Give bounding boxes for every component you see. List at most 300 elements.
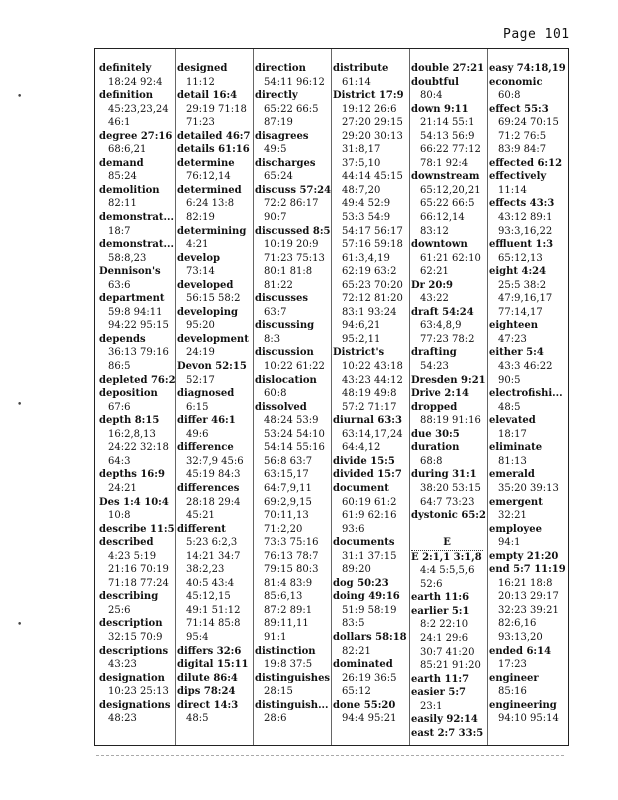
index-term: definition bbox=[99, 90, 154, 102]
index-page-ref: 44:14 45:15 bbox=[342, 171, 403, 183]
index-term: electrofishi... bbox=[489, 388, 563, 400]
index-term: detailed 46:7 bbox=[177, 130, 251, 142]
index-page-ref: 95:20 bbox=[186, 320, 215, 332]
index-page-ref: 24:21 bbox=[108, 482, 137, 494]
index-page-ref: 81:4 83:9 bbox=[264, 577, 313, 589]
index-term: descriptions bbox=[99, 645, 169, 657]
index-term: distinguish... bbox=[255, 699, 329, 711]
index-term: direction bbox=[255, 63, 306, 74]
index-page-ref: 71:23 bbox=[186, 117, 215, 129]
index-page-ref: 67:6 bbox=[108, 401, 131, 413]
index-page-ref: 29:19 71:18 bbox=[186, 103, 247, 115]
index-page-ref: 38:2,23 bbox=[186, 564, 225, 576]
index-page-ref: 30:7 41:20 bbox=[420, 646, 475, 658]
index-page-ref: 63:7 bbox=[264, 306, 287, 318]
index-term: distribute bbox=[333, 63, 389, 74]
index-page-ref: 82:6,16 bbox=[498, 618, 537, 630]
index-page-ref: 85:24 bbox=[108, 171, 137, 183]
index-page-ref: 47:9,16,17 bbox=[498, 293, 553, 305]
index-term: easier 5:7 bbox=[411, 687, 466, 699]
index-page-ref: 18:7 bbox=[108, 225, 131, 237]
index-page-ref: 54:11 96:12 bbox=[264, 76, 325, 88]
index-term: degree 27:16 bbox=[99, 130, 173, 142]
index-page-ref: 78:1 92:4 bbox=[420, 157, 469, 169]
index-term: District's bbox=[333, 347, 385, 359]
index-page-ref: 53:24 54:10 bbox=[264, 428, 325, 440]
index-page-ref: 80:1 81:8 bbox=[264, 266, 313, 278]
index-term: developing bbox=[177, 306, 239, 318]
index-page-ref: 19:12 26:6 bbox=[342, 103, 397, 115]
index-page-ref: 10:22 43:18 bbox=[342, 361, 403, 373]
index-page-ref: 5:23 6:2,3 bbox=[186, 537, 238, 549]
index-page-ref: 49:1 51:12 bbox=[186, 604, 241, 616]
index-term: disagrees bbox=[255, 130, 309, 142]
index-term: empty 21:20 bbox=[489, 550, 559, 562]
index-page-ref: 48:23 bbox=[108, 713, 137, 725]
index-page-ref: 83:1 93:24 bbox=[342, 306, 397, 318]
index-page-ref: 11:14 bbox=[498, 184, 527, 196]
index-page-ref: 61:3,4,19 bbox=[342, 252, 390, 264]
index-term: down 9:11 bbox=[411, 103, 469, 115]
index-term: dissolved bbox=[255, 401, 307, 413]
index-page-ref: 53:3 54:9 bbox=[342, 212, 391, 224]
index-page-ref: 85:16 bbox=[498, 686, 527, 698]
index-term: demonstrat... bbox=[99, 212, 174, 224]
index-term: dips 78:24 bbox=[177, 686, 236, 698]
index-page-ref: 95:2,11 bbox=[342, 333, 381, 345]
index-page-ref: 29:20 30:13 bbox=[342, 130, 403, 142]
index-page-ref: 49:5 bbox=[264, 144, 287, 156]
index-term: employee bbox=[489, 523, 542, 535]
index-term: depleted 76:2 bbox=[99, 374, 176, 386]
index-page-ref: 93:6 bbox=[342, 523, 365, 535]
index-page-ref: 28:18 29:4 bbox=[186, 496, 241, 508]
index-page-ref: 65:12 bbox=[342, 686, 371, 698]
index-page-ref: 87:2 89:1 bbox=[264, 604, 313, 616]
index-page-ref: 65:24 bbox=[264, 171, 293, 183]
index-term: develop bbox=[177, 252, 220, 264]
index-term: dollars 58:18 bbox=[333, 631, 407, 643]
index-page-ref: 48:24 53:9 bbox=[264, 415, 319, 427]
index-term: differs 32:6 bbox=[177, 645, 242, 657]
index-page-ref: 73:14 bbox=[186, 266, 215, 278]
index-page-ref: 71:23 75:13 bbox=[264, 252, 325, 264]
index-term: dominated bbox=[333, 659, 393, 671]
index-page-ref: 72:2 86:17 bbox=[264, 198, 319, 210]
index-page-ref: 88:19 91:16 bbox=[420, 415, 481, 427]
index-page-ref: 48:5 bbox=[498, 401, 521, 413]
index-page-ref: 76:12,14 bbox=[186, 171, 231, 183]
index-page-ref: 93:13,20 bbox=[498, 631, 543, 643]
index-term: determine bbox=[177, 157, 235, 169]
index-page-ref: 51:9 58:19 bbox=[342, 604, 397, 616]
index-term: department bbox=[99, 293, 165, 305]
index-page-ref: 35:20 39:13 bbox=[498, 482, 559, 494]
index-page-ref: 71:14 85:8 bbox=[186, 618, 241, 630]
index-page-ref: 56:15 58:2 bbox=[186, 293, 241, 305]
index-page-ref: 28:6 bbox=[264, 713, 287, 725]
index-page-ref: 81:13 bbox=[498, 455, 527, 467]
index-term: downtown bbox=[411, 239, 468, 251]
index-page-ref: 24:19 bbox=[186, 347, 215, 359]
index-term: District 17:9 bbox=[333, 90, 404, 102]
index-term: ended 6:14 bbox=[489, 645, 552, 657]
index-term: engineering bbox=[489, 699, 557, 711]
index-page-ref: 83:9 84:7 bbox=[498, 144, 547, 156]
index-page-ref: 63:14,17,24 bbox=[342, 428, 403, 440]
index-term: demonstrat... bbox=[99, 239, 174, 251]
index-term: depth 8:15 bbox=[99, 415, 160, 427]
index-page-ref: 73:3 75:16 bbox=[264, 537, 319, 549]
index-term: effects 43:3 bbox=[489, 198, 555, 210]
index-term: east 2:7 33:5 bbox=[411, 727, 484, 739]
index-page-ref: 59:8 94:11 bbox=[108, 306, 163, 318]
index-page-ref: 45:12,15 bbox=[186, 591, 231, 603]
index-page-ref: 56:8 63:7 bbox=[264, 455, 313, 467]
index-term: effected 6:12 bbox=[489, 157, 563, 169]
index-page-ref: 48:19 49:8 bbox=[342, 388, 397, 400]
index-page-ref: 68:8 bbox=[420, 455, 443, 467]
index-term: designation bbox=[99, 672, 165, 684]
index-page-ref: 81:22 bbox=[264, 279, 293, 291]
index-term: duration bbox=[411, 442, 460, 454]
index-term: E 2:1,1 3:1,8 bbox=[411, 551, 482, 563]
index-page-ref: 10:23 25:13 bbox=[108, 686, 169, 698]
index-page-ref: 63:4,8,9 bbox=[420, 320, 462, 332]
index-page-ref: 65:22 66:5 bbox=[264, 103, 319, 115]
index-term: direct 14:3 bbox=[177, 699, 239, 711]
index-term: digital 15:11 bbox=[177, 659, 249, 671]
index-page-ref: 82:11 bbox=[108, 198, 137, 210]
index-term: downstream bbox=[411, 171, 480, 183]
index-term: dilute 86:4 bbox=[177, 672, 238, 684]
index-page-ref: 64:7 73:23 bbox=[420, 496, 475, 508]
index-page-ref: 68:6,21 bbox=[108, 144, 147, 156]
index-page-ref: 6:15 bbox=[186, 401, 209, 413]
index-page-ref: 52:6 bbox=[420, 578, 443, 590]
index-page-ref: 40:5 43:4 bbox=[186, 577, 235, 589]
index-page-ref: 8:2 22:10 bbox=[420, 619, 469, 631]
index-term: diagnosed bbox=[177, 388, 235, 400]
index-term: determined bbox=[177, 184, 242, 196]
index-term: eight 4:24 bbox=[489, 266, 547, 278]
index-page-ref: 80:4 bbox=[420, 90, 443, 102]
index-term: designations bbox=[99, 699, 171, 711]
index-term: effect 55:3 bbox=[489, 103, 549, 115]
index-page-ref: 17:23 bbox=[498, 659, 527, 671]
index-term: during 31:1 bbox=[411, 469, 477, 481]
index-page-ref: 94:6,21 bbox=[342, 320, 381, 332]
index-term: double 27:21 bbox=[411, 63, 485, 74]
index-page-ref: 52:17 bbox=[186, 374, 215, 386]
index-term: deposition bbox=[99, 388, 158, 400]
index-page-ref: 61:14 bbox=[342, 76, 371, 88]
index-page-ref: 20:13 29:17 bbox=[498, 591, 559, 603]
index-term: Des 1:4 10:4 bbox=[99, 496, 169, 508]
index-page-ref: 8:3 bbox=[264, 333, 281, 345]
index-page-ref: 45:23,23,24 bbox=[108, 103, 169, 115]
index-term: describe 11:5 bbox=[99, 523, 175, 535]
index-page-ref: 64:3 bbox=[108, 455, 131, 467]
index-page-ref: 85:21 91:20 bbox=[420, 660, 481, 672]
index-term: effectively bbox=[489, 171, 547, 183]
index-page-ref: 24:22 32:18 bbox=[108, 442, 169, 454]
index-page-ref: 65:22 66:5 bbox=[420, 198, 475, 210]
index-term: elevated bbox=[489, 415, 536, 427]
index-page-ref: 54:23 bbox=[420, 361, 449, 373]
index-page-ref: 10:22 61:22 bbox=[264, 361, 325, 373]
index-term: engineer bbox=[489, 672, 539, 684]
index-page-ref: 77:14,17 bbox=[498, 306, 543, 318]
index-term: doing 49:16 bbox=[333, 591, 400, 603]
index-page-ref: 65:12,13 bbox=[498, 252, 543, 264]
index-page-ref: 43:3 46:22 bbox=[498, 361, 553, 373]
index-page-ref: 82:19 bbox=[186, 212, 215, 224]
index-page-ref: 76:13 78:7 bbox=[264, 550, 319, 562]
index-page-ref: 83:12 bbox=[420, 225, 449, 237]
index-page-ref: 21:16 70:19 bbox=[108, 564, 169, 576]
index-page-ref: 61:9 62:16 bbox=[342, 510, 397, 522]
index-term: depends bbox=[99, 333, 146, 345]
index-page-ref: 6:24 13:8 bbox=[186, 198, 235, 210]
index-page-ref: 65:12,20,21 bbox=[420, 184, 481, 196]
index-page-ref: 82:21 bbox=[342, 645, 371, 657]
index-page-ref: 66:12,14 bbox=[420, 212, 465, 224]
index-column-6 bbox=[489, 62, 567, 726]
index-page-ref: 94:1 bbox=[498, 537, 521, 549]
index-page-ref: 32:7,9 45:6 bbox=[186, 455, 244, 467]
index-term: detail 16:4 bbox=[177, 90, 238, 102]
index-page-ref: 54:13 56:9 bbox=[420, 130, 475, 142]
index-term: due 30:5 bbox=[411, 428, 460, 440]
index-term: determining bbox=[177, 225, 247, 237]
index-term: details 61:16 bbox=[177, 144, 250, 156]
index-page-ref: 4:4 5:5,5,6 bbox=[420, 565, 475, 577]
index-term: draft 54:24 bbox=[411, 306, 474, 318]
letter-header: E bbox=[411, 536, 483, 551]
index-page-ref: 62:19 63:2 bbox=[342, 266, 397, 278]
index-term: drafting bbox=[411, 347, 457, 359]
index-term: discussed 8:5 bbox=[255, 225, 331, 237]
index-page-ref: 89:20 bbox=[342, 564, 371, 576]
index-page-ref: 57:2 71:17 bbox=[342, 401, 397, 413]
index-page-ref: 90:7 bbox=[264, 212, 287, 224]
index-term: economic bbox=[489, 76, 543, 88]
index-page-ref: 18:24 92:4 bbox=[108, 76, 163, 88]
index-term: differ 46:1 bbox=[177, 415, 236, 427]
index-term: doubtful bbox=[411, 76, 459, 88]
index-term: divided 15:7 bbox=[333, 469, 402, 481]
index-page-ref: 32:15 70:9 bbox=[108, 631, 163, 643]
index-page-ref: 21:14 55:1 bbox=[420, 117, 475, 129]
index-page-ref: 28:15 bbox=[264, 686, 293, 698]
index-page-ref: 49:6 bbox=[186, 428, 209, 440]
index-term: depths 16:9 bbox=[99, 469, 165, 481]
index-term: Dennison's bbox=[99, 266, 161, 278]
index-page-ref: 18:17 bbox=[498, 428, 527, 440]
index-term: directly bbox=[255, 90, 298, 102]
index-page-ref: 79:15 80:3 bbox=[264, 564, 319, 576]
index-page-ref: 45:19 84:3 bbox=[186, 469, 241, 481]
index-page-ref: 43:23 bbox=[108, 659, 137, 671]
index-page-ref: 31:8,17 bbox=[342, 144, 381, 156]
index-page-ref: 16:21 18:8 bbox=[498, 577, 553, 589]
index-page-ref: 63:15,17 bbox=[264, 469, 309, 481]
index-page-ref: 77:23 78:2 bbox=[420, 333, 475, 345]
index-page-ref: 23:1 bbox=[420, 700, 443, 712]
index-column-1 bbox=[99, 62, 177, 726]
index-term: discussing bbox=[255, 320, 315, 332]
index-page-ref: 37:5,10 bbox=[342, 157, 381, 169]
index-page-ref: 26:19 36:5 bbox=[342, 672, 397, 684]
index-term: Devon 52:15 bbox=[177, 361, 247, 373]
page-bottom-rule bbox=[96, 755, 564, 756]
index-page-ref: 10:19 20:9 bbox=[264, 239, 319, 251]
index-term: distinction bbox=[255, 645, 316, 657]
index-column-4 bbox=[333, 62, 411, 726]
index-term: dog 50:23 bbox=[333, 577, 389, 589]
spacer bbox=[411, 523, 489, 537]
index-page-ref: 11:12 bbox=[186, 76, 215, 88]
index-term: dystonic 65:2 bbox=[411, 510, 486, 522]
index-page-ref: 95:4 bbox=[186, 631, 209, 643]
index-page-ref: 25:6 bbox=[108, 604, 131, 616]
index-term: discussion bbox=[255, 347, 314, 359]
hole-punch-mark: • bbox=[17, 620, 23, 630]
index-term: distinguishes bbox=[255, 672, 331, 684]
page-number: Page 101 bbox=[503, 27, 570, 42]
index-term: Dresden 9:21 bbox=[411, 374, 486, 386]
index-term: described bbox=[99, 537, 154, 549]
index-term: discusses bbox=[255, 293, 309, 305]
index-page-ref: 31:1 37:15 bbox=[342, 550, 397, 562]
index-page-ref: 66:22 77:12 bbox=[420, 144, 481, 156]
index-page-ref: 71:2,20 bbox=[264, 523, 303, 535]
index-page-ref: 90:5 bbox=[498, 374, 521, 386]
index-page-ref: 60:8 bbox=[264, 388, 287, 400]
index-page-ref: 83:5 bbox=[342, 618, 365, 630]
index-page-ref: 14:21 34:7 bbox=[186, 550, 241, 562]
index-page-ref: 32:21 bbox=[498, 510, 527, 522]
index-term: done 55:20 bbox=[333, 699, 396, 711]
index-term: earth 11:6 bbox=[411, 592, 470, 604]
index-term: emergent bbox=[489, 496, 543, 508]
index-page-ref: 27:20 29:15 bbox=[342, 117, 403, 129]
index-page-ref: 71:18 77:24 bbox=[108, 577, 169, 589]
index-term: either 5:4 bbox=[489, 347, 544, 359]
index-page-ref: 54:17 56:17 bbox=[342, 225, 403, 237]
index-page-ref: 38:20 53:15 bbox=[420, 482, 481, 494]
index-term: earlier 5:1 bbox=[411, 605, 470, 617]
index-page-ref: 58:8,23 bbox=[108, 252, 147, 264]
index-page-ref: 48:7,20 bbox=[342, 184, 381, 196]
index-page-ref: 19:8 37:5 bbox=[264, 659, 313, 671]
index-column-2 bbox=[177, 62, 255, 726]
index-term: divide 15:5 bbox=[333, 455, 395, 467]
index-page-ref: 64:7,9,11 bbox=[264, 482, 312, 494]
index-page-ref: 54:14 55:16 bbox=[264, 442, 325, 454]
index-page-ref: 43:22 bbox=[420, 293, 449, 305]
index-page-ref: 65:23 70:20 bbox=[342, 279, 403, 291]
index-page-ref: 49:4 52:9 bbox=[342, 198, 391, 210]
index-page-ref: 60:19 61:2 bbox=[342, 496, 397, 508]
index-term: eliminate bbox=[489, 442, 543, 454]
index-term: Drive 2:14 bbox=[411, 388, 469, 400]
index-page-ref: 43:23 44:12 bbox=[342, 374, 403, 386]
index-page-ref: 94:22 95:15 bbox=[108, 320, 169, 332]
index-term: effluent 1:3 bbox=[489, 239, 554, 251]
index-page-ref: 62:21 bbox=[420, 266, 449, 278]
hole-punch-mark: • bbox=[17, 92, 23, 102]
index-page-ref: 43:12 89:1 bbox=[498, 212, 553, 224]
index-term: dropped bbox=[411, 401, 458, 413]
index-page-ref: 85:6,13 bbox=[264, 591, 303, 603]
index-page-ref: 86:5 bbox=[108, 361, 131, 373]
index-page-ref: 64:4,12 bbox=[342, 442, 381, 454]
index-term: emerald bbox=[489, 469, 535, 481]
index-term: development bbox=[177, 333, 249, 345]
index-page-ref: 60:8 bbox=[498, 90, 521, 102]
index-page-ref: 10:8 bbox=[108, 510, 131, 522]
index-term: demand bbox=[99, 157, 144, 169]
index-term: developed bbox=[177, 279, 234, 291]
index-term: diurnal 63:3 bbox=[333, 415, 402, 427]
index-page-ref: 87:19 bbox=[264, 117, 293, 129]
index-page-ref: 69:24 70:15 bbox=[498, 117, 559, 129]
index-page-ref: 63:6 bbox=[108, 279, 131, 291]
index-term: earth 11:7 bbox=[411, 673, 470, 685]
index-term: designed bbox=[177, 63, 228, 74]
index-page-ref: 25:5 38:2 bbox=[498, 279, 547, 291]
index-term: description bbox=[99, 618, 163, 630]
index-page-ref: 36:13 79:16 bbox=[108, 347, 169, 359]
index-term: discharges bbox=[255, 157, 316, 169]
index-term: describing bbox=[99, 591, 159, 603]
index-term: Dr 20:9 bbox=[411, 279, 453, 291]
index-term: definitely bbox=[99, 63, 152, 74]
index-page-ref: 70:11,13 bbox=[264, 510, 309, 522]
index-page-ref: 71:2 76:5 bbox=[498, 130, 547, 142]
index-page-ref: 94:4 95:21 bbox=[342, 713, 397, 725]
index-term: dislocation bbox=[255, 374, 317, 386]
index-page-ref: 94:10 95:14 bbox=[498, 713, 559, 725]
index-term: difference bbox=[177, 442, 234, 454]
index-term: different bbox=[177, 523, 226, 535]
index-table bbox=[94, 48, 569, 746]
index-page-ref: 91:1 bbox=[264, 631, 287, 643]
index-page-ref: 48:5 bbox=[186, 713, 209, 725]
index-page-ref: 4:23 5:19 bbox=[108, 550, 157, 562]
index-term: differences bbox=[177, 482, 240, 494]
index-page-ref: 89:11,11 bbox=[264, 618, 309, 630]
index-page-ref: 46:1 bbox=[108, 117, 131, 129]
index-term: demolition bbox=[99, 184, 160, 196]
hole-punch-mark: • bbox=[17, 400, 23, 410]
index-term: eighteen bbox=[489, 320, 539, 332]
index-page-ref: 24:1 29:6 bbox=[420, 632, 469, 644]
index-term: easy 74:18,19 bbox=[489, 63, 566, 74]
index-page-ref: 61:21 62:10 bbox=[420, 252, 481, 264]
index-term: discuss 57:24 bbox=[255, 184, 332, 196]
index-column-3 bbox=[255, 62, 333, 726]
index-term: documents bbox=[333, 537, 395, 549]
index-term: document bbox=[333, 482, 389, 494]
index-page-ref: 47:23 bbox=[498, 333, 527, 345]
index-page-ref: 45:21 bbox=[186, 510, 215, 522]
index-page-ref: 4:21 bbox=[186, 239, 209, 251]
index-page-ref: 57:16 59:18 bbox=[342, 239, 403, 251]
index-column-5 bbox=[411, 62, 489, 740]
